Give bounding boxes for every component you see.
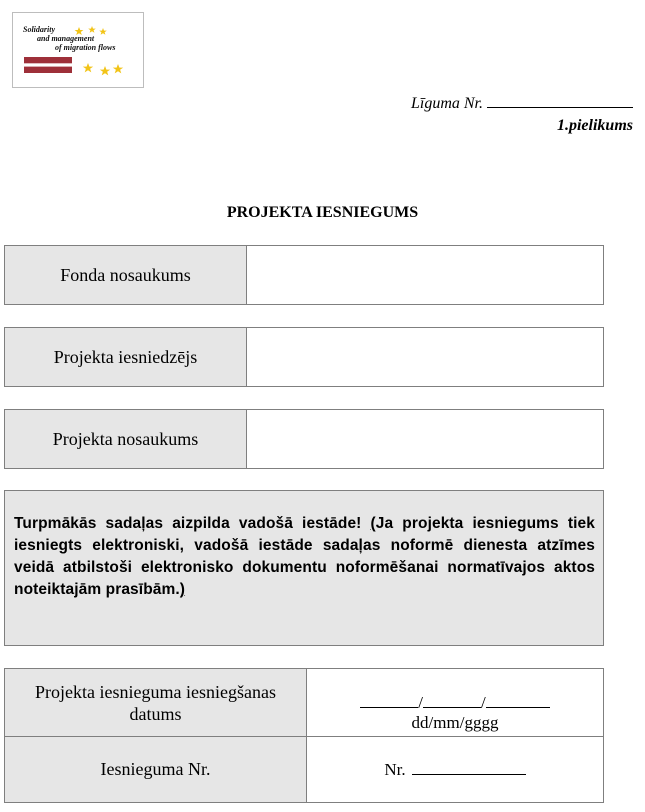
logo-line-3: of migration flows bbox=[55, 43, 116, 52]
notice-paren-close: ) bbox=[179, 581, 186, 598]
fund-name-table bbox=[4, 245, 604, 305]
eu-stars-icon bbox=[13, 13, 145, 89]
project-name-field[interactable] bbox=[247, 410, 604, 469]
logo-line-1: Solidarity bbox=[23, 25, 56, 34]
date-format-hint: dd/mm/gggg bbox=[411, 712, 499, 732]
submission-number-field[interactable] bbox=[412, 759, 526, 775]
star-icon bbox=[113, 64, 123, 73]
star-icon bbox=[83, 63, 93, 72]
star-icon bbox=[99, 28, 107, 35]
logo-line-2: and management bbox=[37, 34, 95, 43]
submission-date-cell bbox=[307, 669, 604, 737]
star-icon bbox=[88, 26, 96, 33]
applicant-field[interactable] bbox=[247, 328, 604, 387]
applicant-table bbox=[4, 327, 604, 387]
applicant-label: Projekta iesniedzējs bbox=[5, 328, 247, 387]
date-year-blank[interactable] bbox=[486, 692, 550, 708]
notice-body: Ja projekta iesniegums tiek iesniegts elektroniski, vadošā iestāde sadaļas noformē dienesta atzīmes veidā atbilstoši elektronisko dokumentu noformēšanai normatīvajos aktos noteiktajām prasībām. bbox=[14, 515, 595, 598]
project-name-table bbox=[4, 409, 604, 469]
agreement-number-line bbox=[411, 93, 633, 113]
date-day-blank[interactable] bbox=[360, 692, 418, 708]
submission-date-label: Projekta iesnieguma iesniegšanas datums bbox=[5, 669, 307, 737]
fund-name-label: Fonda nosaukums bbox=[5, 246, 247, 305]
submission-date-field[interactable] bbox=[307, 692, 603, 713]
submission-number-label: Iesnieguma Nr. bbox=[5, 737, 307, 803]
page-title: PROJEKTA IESNIEGUMS bbox=[226, 204, 419, 221]
fund-name-field[interactable] bbox=[247, 246, 604, 305]
notice-lead: Turpmākās sadaļas aizpilda vadošā iestāde! bbox=[14, 515, 362, 532]
submission-table bbox=[4, 668, 604, 803]
agreement-number-blank[interactable] bbox=[487, 93, 633, 108]
programme-logo bbox=[12, 12, 144, 88]
agreement-number-label: Līguma Nr. bbox=[410, 95, 483, 112]
date-month-blank[interactable] bbox=[423, 692, 481, 708]
notice-paren-open: ( bbox=[370, 515, 376, 532]
date-separator-1: / bbox=[418, 692, 423, 712]
date-separator-2: / bbox=[481, 692, 486, 712]
authority-notice bbox=[4, 490, 604, 646]
annex-label: 1.pielikums bbox=[556, 117, 633, 134]
submission-number-prefix: Nr. bbox=[384, 760, 406, 779]
project-name-label: Projekta nosaukums bbox=[5, 410, 247, 469]
submission-number-line bbox=[384, 760, 525, 779]
star-icon bbox=[100, 66, 110, 75]
star-icon bbox=[75, 27, 84, 35]
submission-number-cell bbox=[307, 737, 604, 803]
